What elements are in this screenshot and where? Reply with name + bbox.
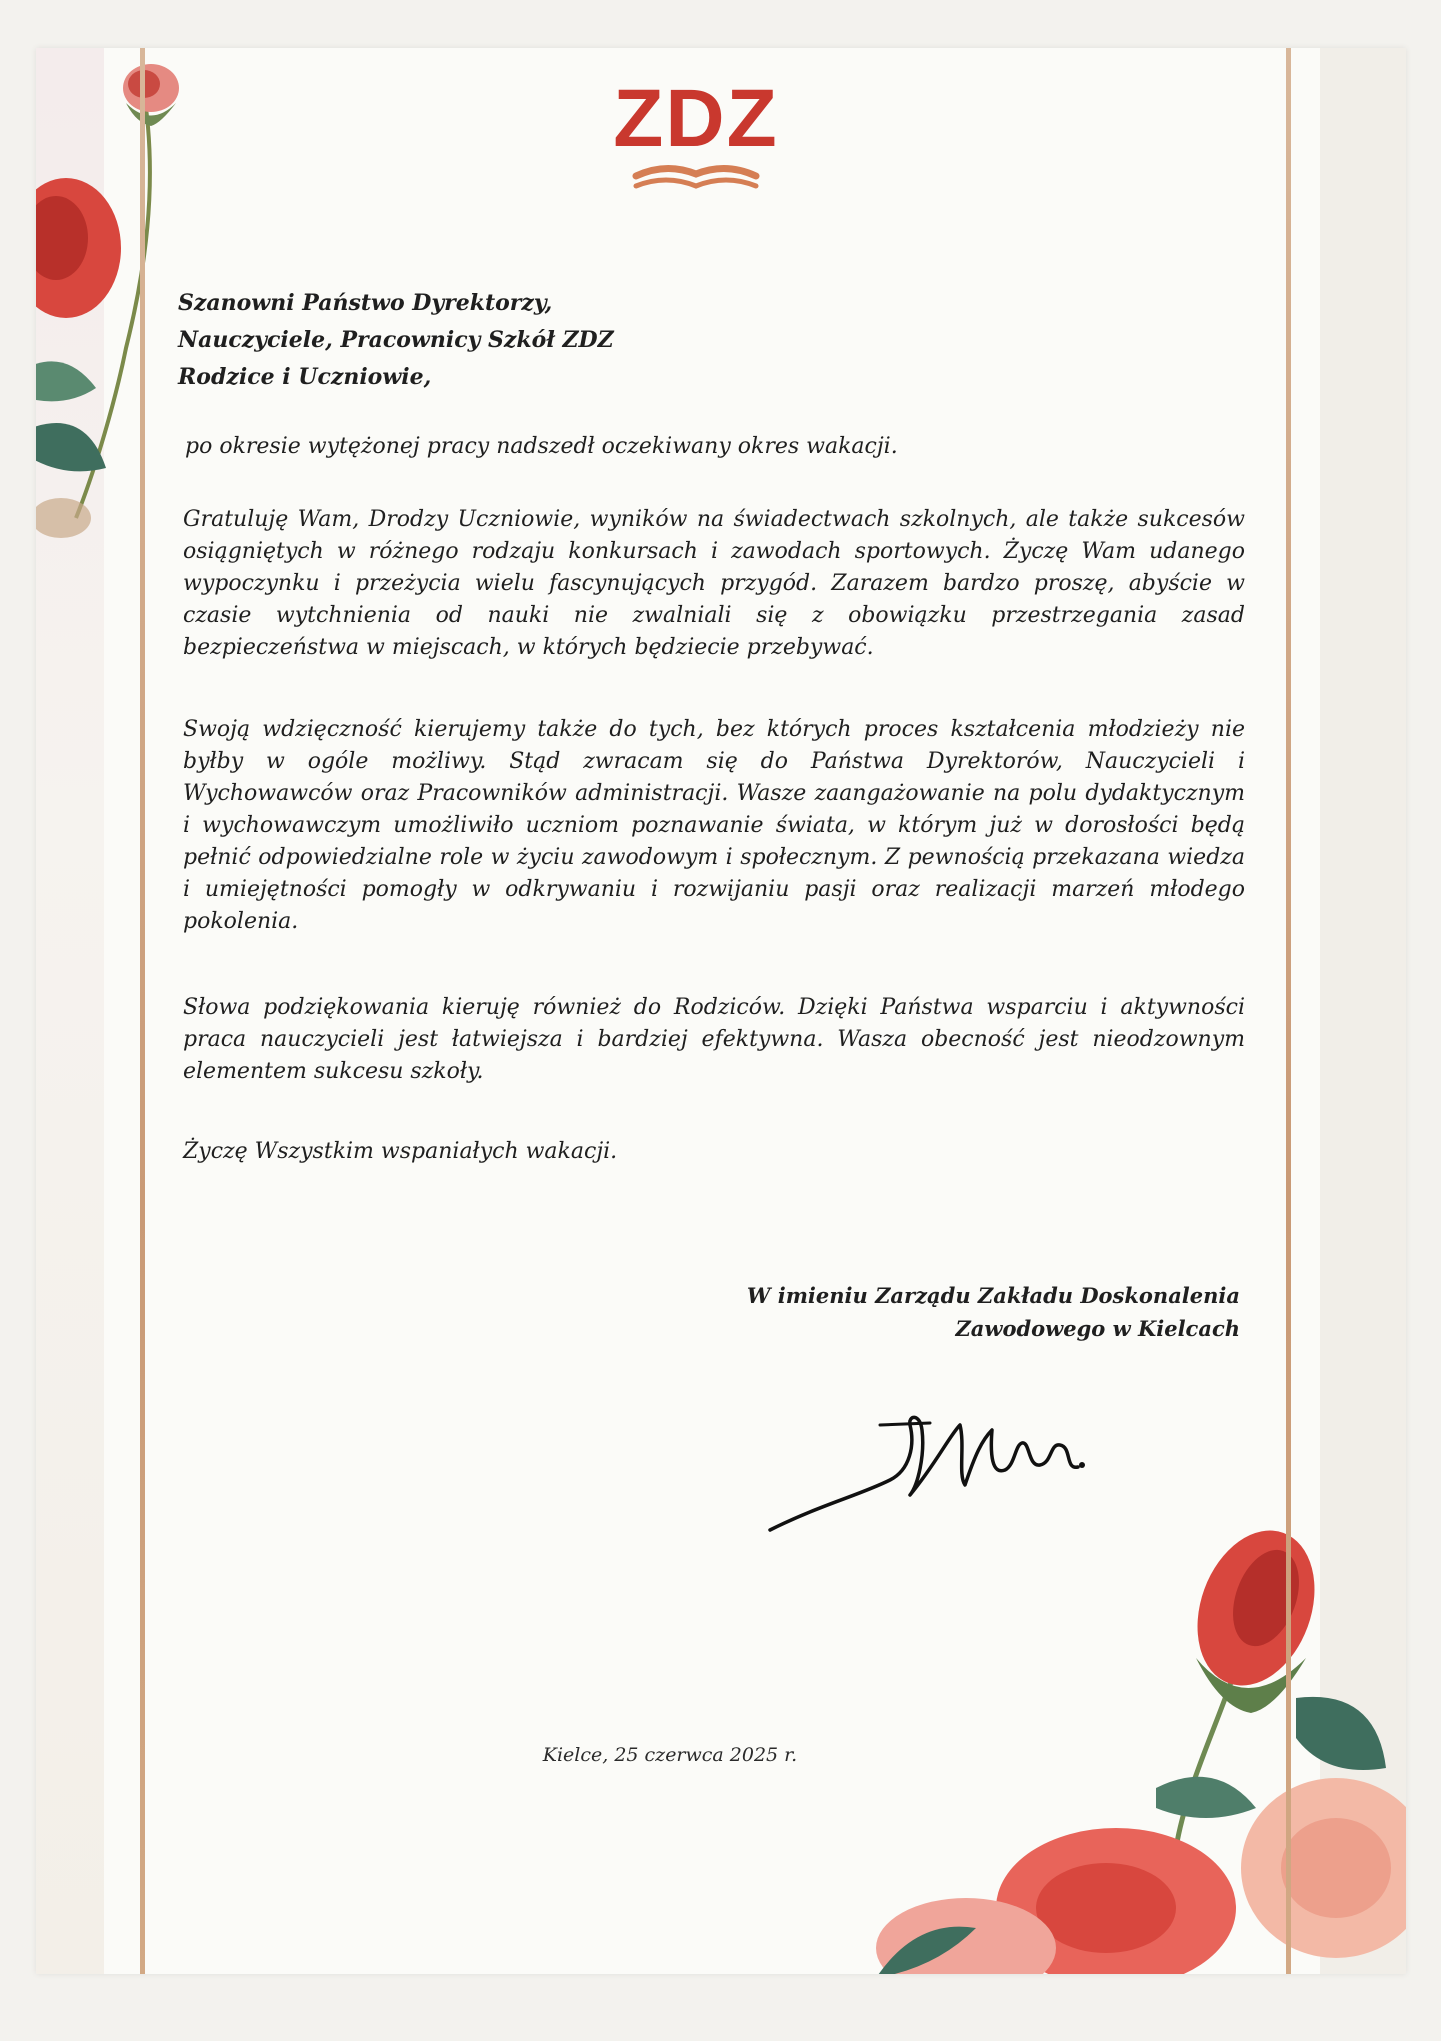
bottom-right-rose-decoration	[856, 1488, 1406, 1974]
svg-text:ZDZ: ZDZ	[613, 73, 779, 164]
date-line: Kielce, 25 czerwca 2025 r.	[542, 1744, 798, 1766]
salutation-line-2: Nauczyciele, Pracownicy Szkół ZDZ	[178, 327, 614, 353]
zdz-logo	[586, 58, 806, 208]
salutation-block	[178, 285, 1258, 396]
paragraph-2: Gratuluję Wam, Drodzy Uczniowie, wyników na świadectwach szkolnych, ale także sukcesów osiągniętych w różnego rodzaju konkursach i zawodach sportowych. Życzę Wam udanego wypoczynku i przeżycia wielu fascynujących przygód. Zarazem bardzo proszę, abyście w czasie wytchnienia od nauki nie zwalniali się z obowiązku przestrzegania zasad bezpieczeństwa w miejscach, w których będziecie przebywać.	[183, 507, 1245, 660]
closing-block	[640, 1279, 1240, 1345]
paragraph-4: Słowa podziękowania kieruję również do Rodziców. Dzięki Państwa wsparciu i aktywności praca nauczycieli jest łatwiejsza i bardziej efektywna. Wasza obecność jest nieodzownym elementem sukcesu szkoły.	[183, 995, 1245, 1084]
salutation-line-3: Rodzice i Uczniowie,	[178, 364, 432, 390]
left-frame-line	[140, 48, 145, 1974]
handwritten-signature	[760, 1385, 1090, 1545]
closing-line-2: Zawodowego w Kielcach	[955, 1316, 1240, 1341]
zdz-logo-graphic	[586, 58, 806, 208]
paragraph-3: Swoją wdzięczność kierujemy także do tych, bez których proces kształcenia młodzieży nie byłby w ogóle możliwy. Stąd zwracam się do Państwa Dyrektorów, Nauczycieli i Wychowawców oraz Pracowników administracji. Wasze zaangażowanie na polu dydaktycznym i wychowawczym umożliwiło uczniom poznawanie świata, w którym już w dorosłości będą pełnić odpowiedzialne role w życiu zawodowym i społecznym. Z pewnością przekazana wiedza i umiejętności pomogły w odkrywaniu i rozwijaniu pasji oraz realizacji marzeń młodego pokolenia.	[183, 717, 1245, 934]
top-left-rose-decoration	[36, 48, 196, 568]
paragraph-5: Życzę Wszystkim wspaniałych wakacji.	[183, 1139, 618, 1164]
salutation-line-1: Szanowni Państwo Dyrektorzy,	[178, 290, 553, 316]
paragraph-1: po okresie wytężonej pracy nadszedł oczekiwany okres wakacji.	[185, 434, 898, 459]
closing-line-1: W imieniu Zarządu Zakładu Doskonalenia	[746, 1283, 1240, 1308]
right-frame-line	[1286, 48, 1291, 1974]
